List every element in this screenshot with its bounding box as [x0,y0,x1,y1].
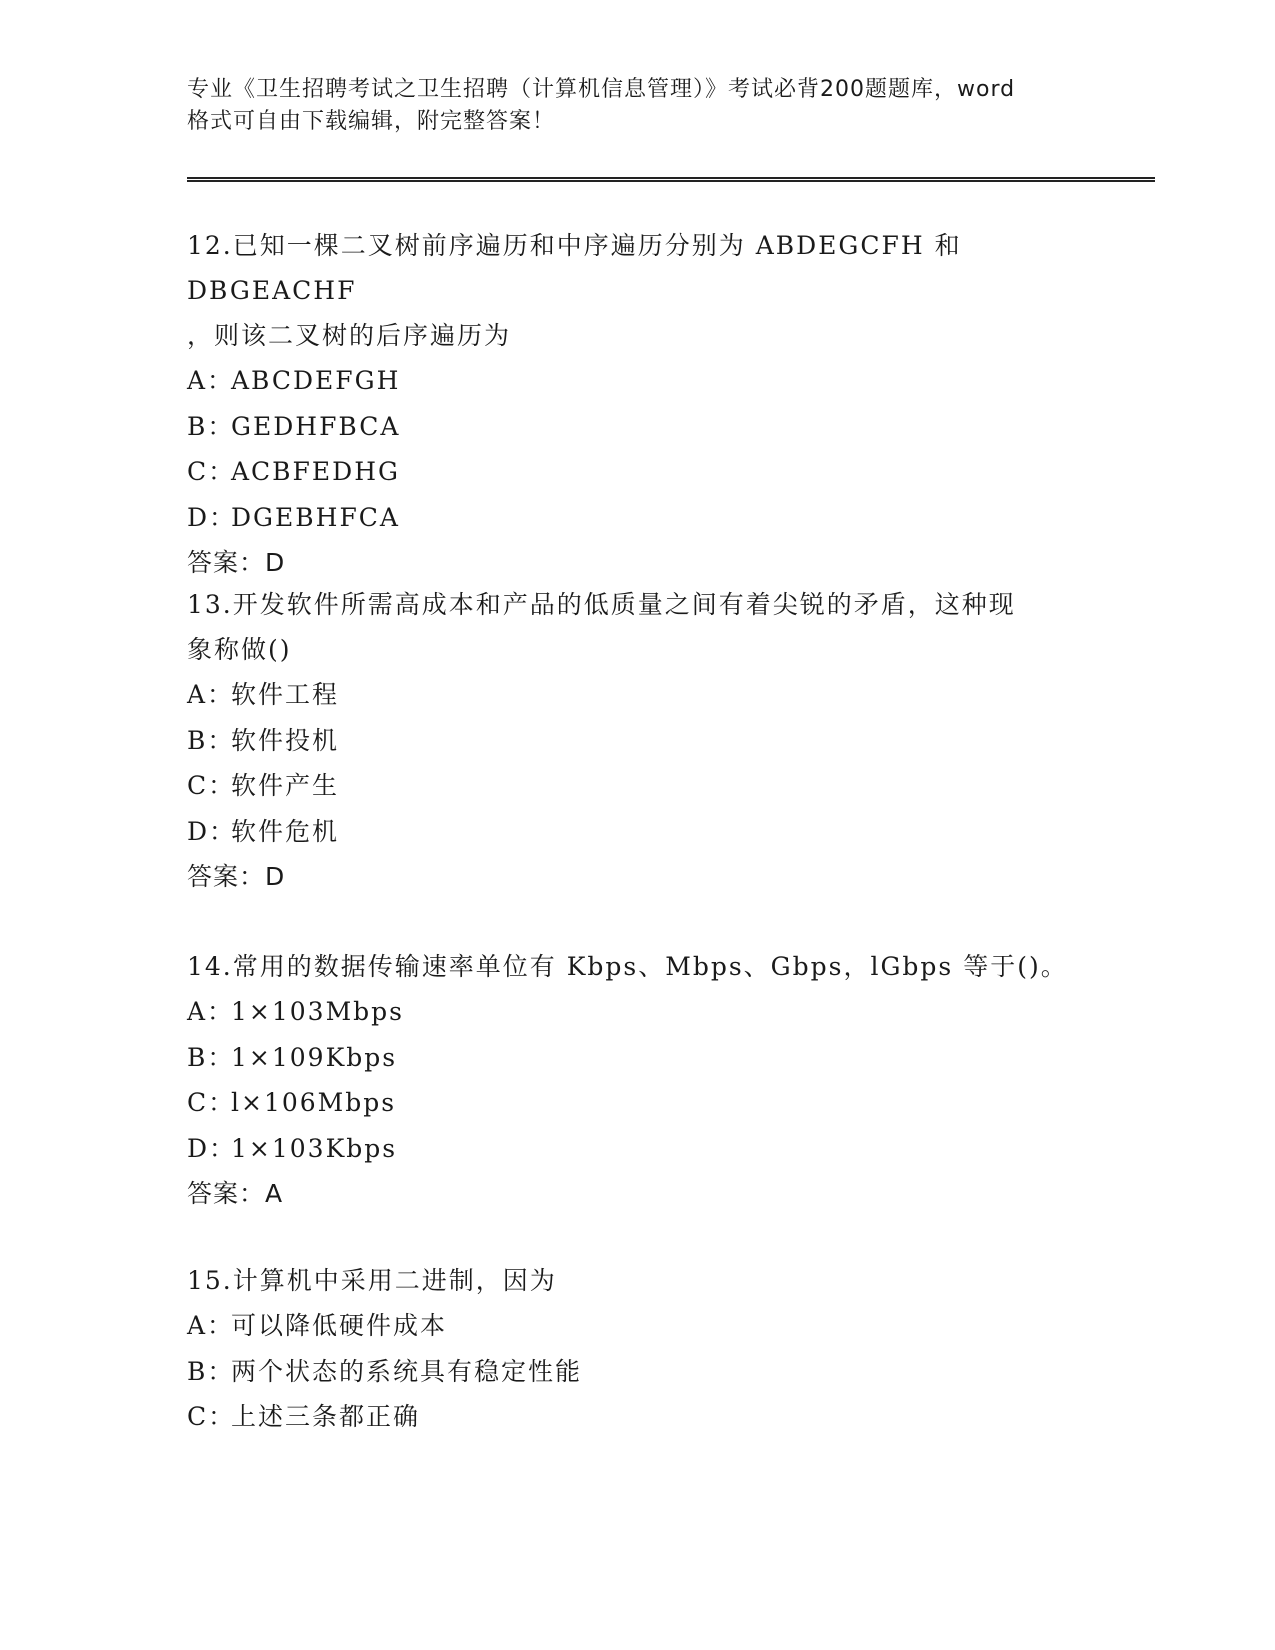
option-text: 软件产生 [231,771,340,800]
option-text: 1×109Kbps [231,1042,398,1072]
option-c [187,1080,1087,1126]
question-stem: 15.计算机中采用二进制，因为 [187,1266,557,1295]
option-key: A： [187,997,235,1026]
header-line-1: 专业《卫生招聘考试之卫生招聘（计算机信息管理）》考试必背200题题库，word [187,77,1016,102]
option-b [187,404,1087,450]
option-text: 1×103Mbps [231,997,405,1026]
option-a [187,358,1087,404]
option-text: 软件危机 [231,816,340,846]
option-text: 上述三条都正确 [231,1402,421,1431]
option-a [187,989,1087,1035]
option-b [187,1349,1087,1395]
option-text: ABCDEFGH [231,366,401,395]
option-key: C： [187,1402,236,1431]
option-text: DGEBHFCA [231,502,400,532]
question-13 [187,582,1087,899]
answer-text: 答案：D [187,862,286,891]
option-text: 可以降低硬件成本 [231,1311,448,1340]
answer-text: 答案：D [187,548,286,577]
question-stem: 12.已知一棵二叉树前序遍历和中序遍历分别为 ABDEGCFH 和 DBGEACHF [187,231,962,305]
option-d [187,495,1087,541]
option-text: 两个状态的系统具有稳定性能 [231,1356,583,1386]
question-stem-continued: 象称做() [187,635,292,664]
question-12 [187,223,1087,585]
option-key: C： [187,1088,236,1117]
option-key: D： [187,816,237,846]
option-c [187,763,1087,809]
option-d [187,1126,1087,1172]
question-14 [187,944,1087,1216]
question-stem-continued: ，则该二叉树的后序遍历为 [187,321,512,350]
option-a [187,672,1087,718]
option-b [187,718,1087,764]
option-key: B： [187,1042,235,1072]
question-stem: 13.开发软件所需高成本和产品的低质量之间有着尖锐的矛盾，这种现 [187,590,1016,619]
option-text: 1×103Kbps [231,1133,398,1163]
answer-text: 答案：A [187,1179,284,1208]
option-key: C： [187,771,236,800]
option-text: l×106Mbps [231,1088,397,1117]
question-stem: 14.常用的数据传输速率单位有 Kbps、Mbps、Gbps，lGbps 等于()。 [187,952,1068,981]
option-key: D： [187,1133,237,1163]
option-d [187,809,1087,855]
option-a [187,1303,1087,1349]
option-c [187,1394,1087,1440]
option-key: D： [187,502,237,532]
option-key: A： [187,366,235,395]
header-divider [187,177,1155,182]
option-text: 软件投机 [231,725,340,755]
header-line-2: 格式可自由下载编辑，附完整答案！ [187,109,556,134]
option-key: A： [187,680,235,709]
document-header [187,74,1087,138]
option-key: B： [187,725,235,755]
option-b [187,1035,1087,1081]
option-key: B： [187,1356,235,1386]
option-key: C： [187,457,236,486]
option-text: GEDHFBCA [231,411,401,441]
option-text: 软件工程 [231,680,340,709]
option-text: ACBFEDHG [231,457,400,486]
option-key: B： [187,411,235,441]
option-c [187,449,1087,495]
option-key: A： [187,1311,235,1340]
question-15 [187,1258,1087,1440]
